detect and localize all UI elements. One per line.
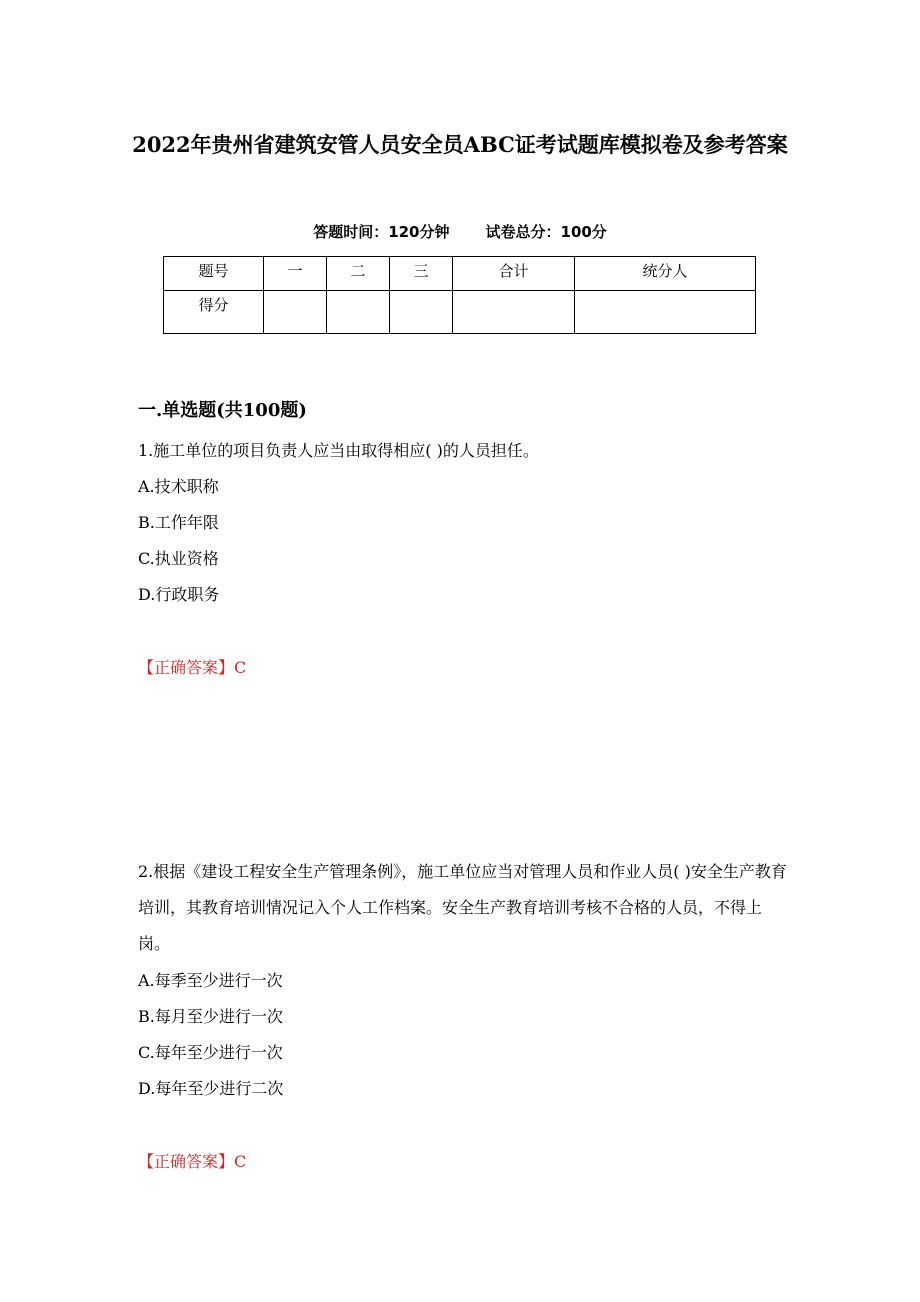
exam-total-score: 试卷总分：100分 xyxy=(485,223,607,241)
correct-answer: 【正确答案】C xyxy=(138,1152,247,1171)
score-cell xyxy=(264,291,327,334)
document-title: 2022年贵州省建筑安管人员安全员ABC证考试题库模拟卷及参考答案 xyxy=(132,132,788,157)
score-cell xyxy=(452,291,574,334)
score-table-header-cell: 一 xyxy=(264,257,327,291)
exam-time: 答题时间：120分钟 xyxy=(313,223,450,241)
question-option: D.行政职务 xyxy=(138,585,220,604)
score-cell xyxy=(326,291,389,334)
score-table-header-row xyxy=(164,257,756,291)
exam-meta xyxy=(0,221,920,242)
score-cell xyxy=(389,291,452,334)
question-option: D.每年至少进行二次 xyxy=(138,1079,284,1098)
question-option: C.执业资格 xyxy=(138,549,219,568)
question-stem: 2.根据《建设工程安全生产管理条例》，施工单位应当对管理人员和作业人员( )安全生产教育培训，其教育培训情况记入个人工作档案。安全生产教育培训考核不合格的人员，不得上岗。 xyxy=(138,862,787,953)
question-stem: 1.施工单位的项目负责人应当由取得相应( )的人员担任。 xyxy=(138,441,539,460)
score-table-score-row xyxy=(164,291,756,334)
score-cell xyxy=(574,291,755,334)
question-option: A.每季至少进行一次 xyxy=(138,971,283,990)
score-table xyxy=(163,256,756,334)
score-table-header-cell: 题号 xyxy=(164,257,264,291)
score-row-label: 得分 xyxy=(164,291,264,334)
question-option: B.每月至少进行一次 xyxy=(138,1007,283,1026)
question-option: C.每年至少进行一次 xyxy=(138,1043,283,1062)
question-option: A.技术职称 xyxy=(138,477,219,496)
score-table-header-cell: 合计 xyxy=(452,257,574,291)
score-table-header-cell: 三 xyxy=(389,257,452,291)
question-option: B.工作年限 xyxy=(138,513,219,532)
score-table-header-cell: 统分人 xyxy=(574,257,755,291)
score-table-header-cell: 二 xyxy=(326,257,389,291)
correct-answer: 【正确答案】C xyxy=(138,658,247,677)
section-title: 一.单选题(共100题) xyxy=(138,400,307,421)
